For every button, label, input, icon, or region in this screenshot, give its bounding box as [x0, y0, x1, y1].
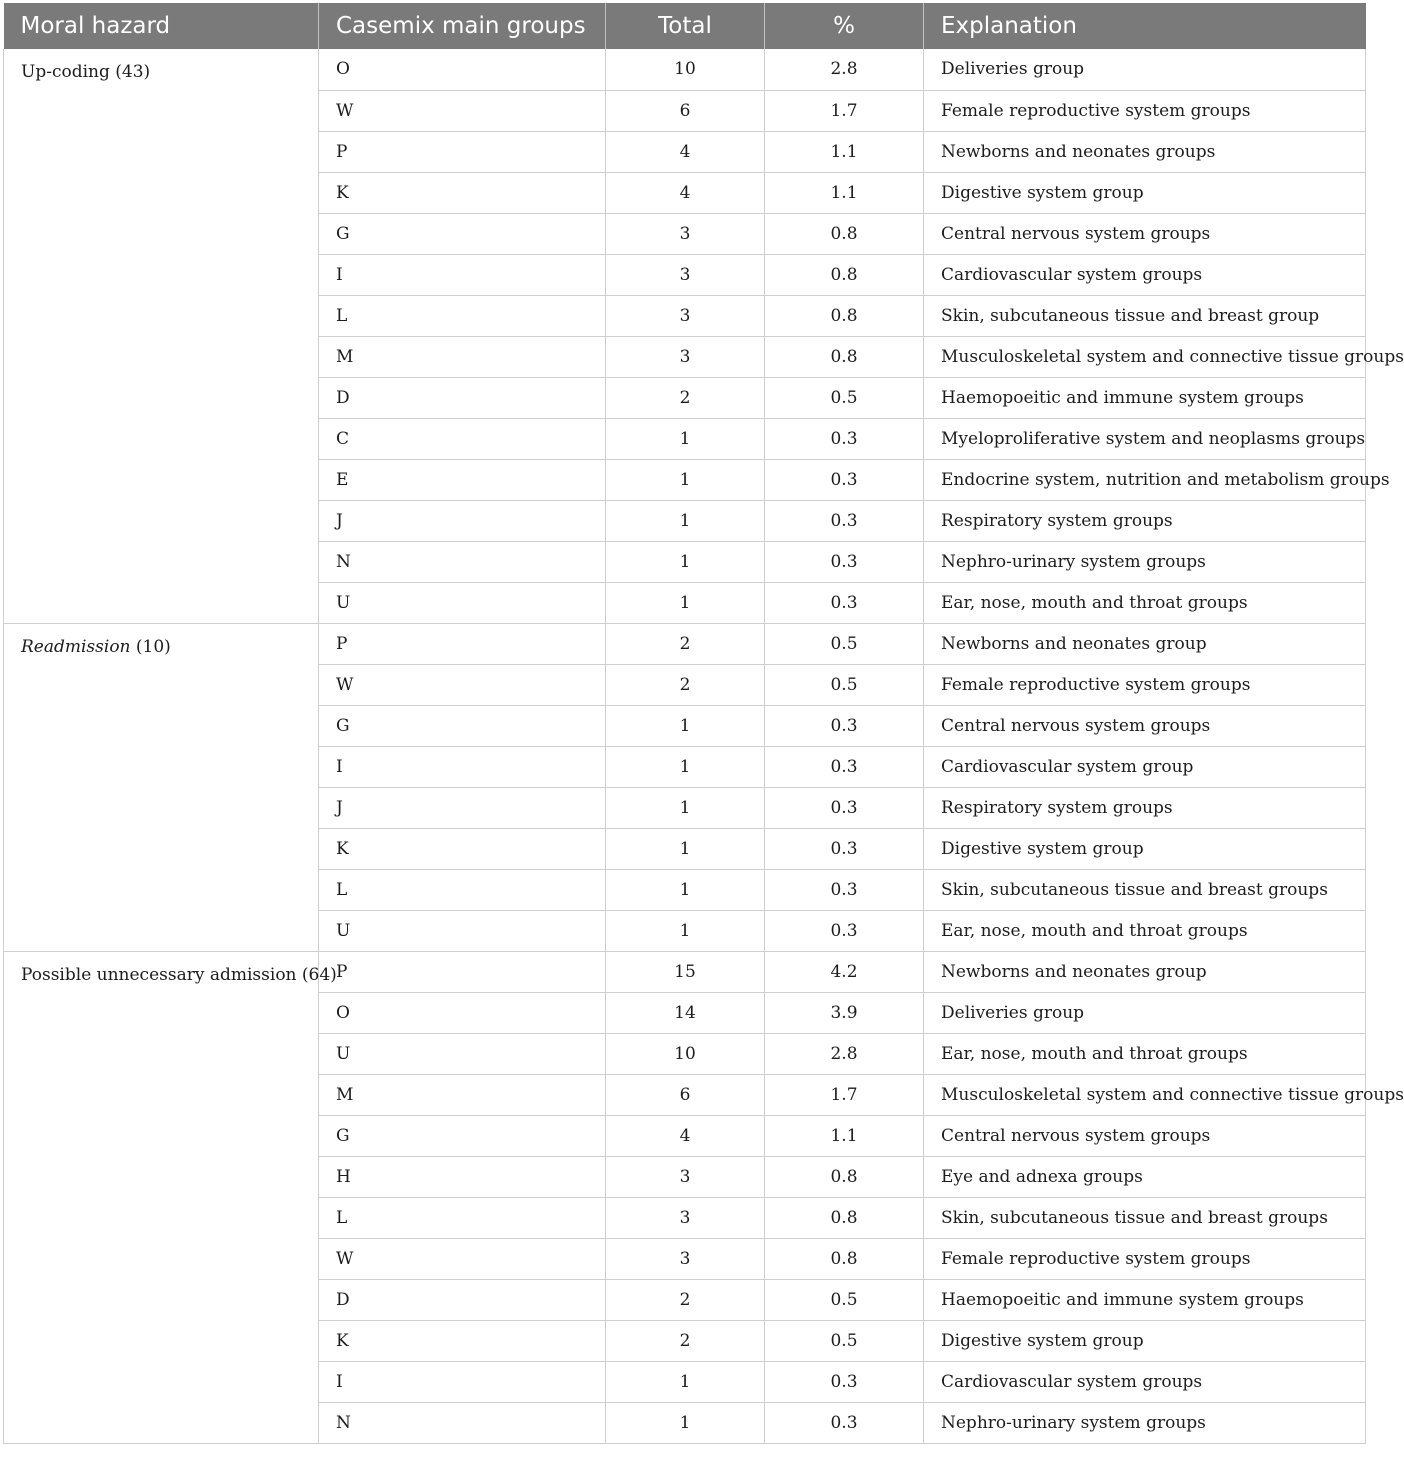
header-explanation: Explanation: [924, 3, 1366, 49]
casemix-code-cell: W: [319, 90, 606, 131]
percent-cell: 0.3: [765, 746, 924, 787]
casemix-code-cell: C: [319, 418, 606, 459]
total-cell: 1: [606, 746, 765, 787]
percent-cell: 0.5: [765, 1279, 924, 1320]
casemix-code-cell: U: [319, 1033, 606, 1074]
percent-cell: 3.9: [765, 992, 924, 1033]
total-cell: 2: [606, 377, 765, 418]
total-cell: 6: [606, 90, 765, 131]
casemix-code-cell: N: [319, 1402, 606, 1443]
percent-cell: 2.8: [765, 1033, 924, 1074]
casemix-code-cell: K: [319, 1320, 606, 1361]
casemix-code-cell: D: [319, 377, 606, 418]
explanation-cell: Skin, subcutaneous tissue and breast groups: [924, 1197, 1366, 1238]
casemix-code-cell: P: [319, 623, 606, 664]
total-cell: 1: [606, 869, 765, 910]
total-cell: 10: [606, 49, 765, 90]
total-cell: 3: [606, 1156, 765, 1197]
total-cell: 3: [606, 213, 765, 254]
total-cell: 1: [606, 1402, 765, 1443]
explanation-cell: Cardiovascular system group: [924, 746, 1366, 787]
percent-cell: 1.1: [765, 172, 924, 213]
total-cell: 3: [606, 295, 765, 336]
moral-hazard-group-cell: [4, 951, 337, 1443]
moral-hazard-group-count: (43): [115, 62, 151, 82]
explanation-cell: Endocrine system, nutrition and metabolism groups: [924, 459, 1366, 500]
moral-hazard-table: [3, 3, 1404, 1444]
explanation-cell: Deliveries group: [924, 992, 1366, 1033]
explanation-cell: Nephro-urinary system groups: [924, 1402, 1366, 1443]
casemix-code-cell: K: [319, 828, 606, 869]
moral-hazard-group-count: (64): [301, 964, 337, 985]
moral-hazard-group-cell: [4, 49, 319, 623]
percent-cell: 0.8: [765, 336, 924, 377]
explanation-cell: Cardiovascular system groups: [924, 254, 1366, 295]
casemix-code-cell: L: [319, 1197, 606, 1238]
casemix-code-cell: U: [319, 582, 606, 623]
explanation-cell: Ear, nose, mouth and throat groups: [924, 910, 1366, 951]
total-cell: 1: [606, 705, 765, 746]
percent-cell: 0.3: [765, 459, 924, 500]
moral-hazard-group-name: Readmission: [21, 636, 131, 657]
casemix-code-cell: E: [319, 459, 606, 500]
casemix-code-cell: I: [319, 746, 606, 787]
total-cell: 3: [606, 1197, 765, 1238]
explanation-cell: Central nervous system groups: [924, 213, 1366, 254]
explanation-cell: Female reproductive system groups: [924, 664, 1366, 705]
total-cell: 1: [606, 582, 765, 623]
casemix-code-cell: L: [319, 295, 606, 336]
explanation-cell: Digestive system group: [924, 1320, 1366, 1361]
percent-cell: 0.3: [765, 1402, 924, 1443]
header-casemix-main-groups: Casemix main groups: [319, 3, 606, 49]
table-row: [4, 49, 1366, 90]
casemix-code-cell: K: [319, 172, 606, 213]
explanation-cell: Haemopoeitic and immune system groups: [924, 1279, 1366, 1320]
percent-cell: 0.8: [765, 254, 924, 295]
percent-cell: 0.3: [765, 500, 924, 541]
total-cell: 4: [606, 131, 765, 172]
explanation-cell: Respiratory system groups: [924, 787, 1366, 828]
explanation-cell: Ear, nose, mouth and throat groups: [924, 1033, 1366, 1074]
casemix-code-cell: H: [319, 1156, 606, 1197]
casemix-code-cell: J: [319, 500, 606, 541]
header-percent: %: [765, 3, 924, 49]
casemix-code-cell: N: [319, 541, 606, 582]
explanation-cell: Eye and adnexa groups: [924, 1156, 1366, 1197]
explanation-cell: Newborns and neonates group: [924, 623, 1366, 664]
total-cell: 15: [606, 951, 765, 992]
casemix-code-cell: G: [319, 705, 606, 746]
explanation-cell: Nephro-urinary system groups: [924, 541, 1366, 582]
total-cell: 1: [606, 459, 765, 500]
percent-cell: 0.8: [765, 1197, 924, 1238]
casemix-code-cell: I: [319, 1361, 606, 1402]
explanation-cell: Central nervous system groups: [924, 705, 1366, 746]
total-cell: 1: [606, 910, 765, 951]
casemix-code-cell: D: [319, 1279, 606, 1320]
total-cell: 1: [606, 1361, 765, 1402]
explanation-cell: Deliveries group: [924, 49, 1366, 90]
casemix-code-cell: W: [319, 1238, 606, 1279]
explanation-cell: Skin, subcutaneous tissue and breast group: [924, 295, 1366, 336]
casemix-code-cell: P: [319, 951, 606, 992]
percent-cell: 0.3: [765, 705, 924, 746]
casemix-code-cell: G: [319, 1115, 606, 1156]
table-header: [4, 3, 1366, 49]
explanation-cell: Digestive system group: [924, 172, 1366, 213]
casemix-code-cell: M: [319, 336, 606, 377]
percent-cell: 1.7: [765, 90, 924, 131]
percent-cell: 0.3: [765, 787, 924, 828]
total-cell: 3: [606, 1238, 765, 1279]
total-cell: 2: [606, 664, 765, 705]
total-cell: 2: [606, 1320, 765, 1361]
explanation-cell: Cardiovascular system groups: [924, 1361, 1366, 1402]
total-cell: 1: [606, 418, 765, 459]
total-cell: 1: [606, 500, 765, 541]
percent-cell: 1.1: [765, 131, 924, 172]
explanation-cell: Ear, nose, mouth and throat groups: [924, 582, 1366, 623]
casemix-code-cell: L: [319, 869, 606, 910]
percent-cell: 4.2: [765, 951, 924, 992]
percent-cell: 0.3: [765, 418, 924, 459]
percent-cell: 0.3: [765, 910, 924, 951]
casemix-code-cell: O: [319, 49, 606, 90]
percent-cell: 2.8: [765, 49, 924, 90]
total-cell: 3: [606, 336, 765, 377]
table-body: [4, 49, 1404, 1443]
percent-cell: 0.5: [765, 1320, 924, 1361]
casemix-code-cell: O: [319, 992, 606, 1033]
casemix-code-cell: M: [319, 1074, 606, 1115]
casemix-code-cell: I: [319, 254, 606, 295]
percent-cell: 0.3: [765, 828, 924, 869]
total-cell: 2: [606, 623, 765, 664]
percent-cell: 0.3: [765, 869, 924, 910]
explanation-cell: Myeloproliferative system and neoplasms groups: [924, 418, 1366, 459]
total-cell: 14: [606, 992, 765, 1033]
total-cell: 3: [606, 254, 765, 295]
total-cell: 4: [606, 172, 765, 213]
percent-cell: 0.8: [765, 1238, 924, 1279]
explanation-cell: Newborns and neonates groups: [924, 131, 1366, 172]
percent-cell: 0.5: [765, 377, 924, 418]
explanation-cell: Musculoskeletal system and connective tissue groups: [924, 336, 1366, 377]
percent-cell: 0.8: [765, 213, 924, 254]
percent-cell: 0.8: [765, 1156, 924, 1197]
total-cell: 1: [606, 787, 765, 828]
casemix-code-cell: U: [319, 910, 606, 951]
explanation-cell: Respiratory system groups: [924, 500, 1366, 541]
header-total: Total: [606, 3, 765, 49]
total-cell: 1: [606, 828, 765, 869]
casemix-code-cell: J: [319, 787, 606, 828]
total-cell: 2: [606, 1279, 765, 1320]
percent-cell: 1.7: [765, 1074, 924, 1115]
percent-cell: 1.1: [765, 1115, 924, 1156]
header-moral-hazard: Moral hazard: [4, 3, 319, 49]
explanation-cell: Digestive system group: [924, 828, 1366, 869]
casemix-code-cell: W: [319, 664, 606, 705]
percent-cell: 0.8: [765, 295, 924, 336]
moral-hazard-group-name: Possible unnecessary admission: [21, 964, 297, 985]
explanation-cell: Newborns and neonates group: [924, 951, 1366, 992]
moral-hazard-group-count: (10): [135, 636, 171, 657]
moral-hazard-group-name: Up-coding: [21, 62, 110, 82]
percent-cell: 0.3: [765, 541, 924, 582]
total-cell: 1: [606, 541, 765, 582]
header-row: [4, 3, 1366, 49]
total-cell: 10: [606, 1033, 765, 1074]
explanation-cell: Musculoskeletal system and connective tissue groups: [924, 1074, 1366, 1115]
casemix-code-cell: P: [319, 131, 606, 172]
total-cell: 4: [606, 1115, 765, 1156]
casemix-code-cell: G: [319, 213, 606, 254]
percent-cell: 0.3: [765, 1361, 924, 1402]
explanation-cell: Female reproductive system groups: [924, 1238, 1366, 1279]
explanation-cell: Central nervous system groups: [924, 1115, 1366, 1156]
percent-cell: 0.5: [765, 664, 924, 705]
moral-hazard-group-cell: [4, 623, 319, 951]
table-row: [4, 623, 1366, 664]
total-cell: 6: [606, 1074, 765, 1115]
explanation-cell: Female reproductive system groups: [924, 90, 1366, 131]
percent-cell: 0.5: [765, 623, 924, 664]
table-row: [4, 951, 1366, 992]
explanation-cell: Skin, subcutaneous tissue and breast groups: [924, 869, 1366, 910]
percent-cell: 0.3: [765, 582, 924, 623]
explanation-cell: Haemopoeitic and immune system groups: [924, 377, 1366, 418]
